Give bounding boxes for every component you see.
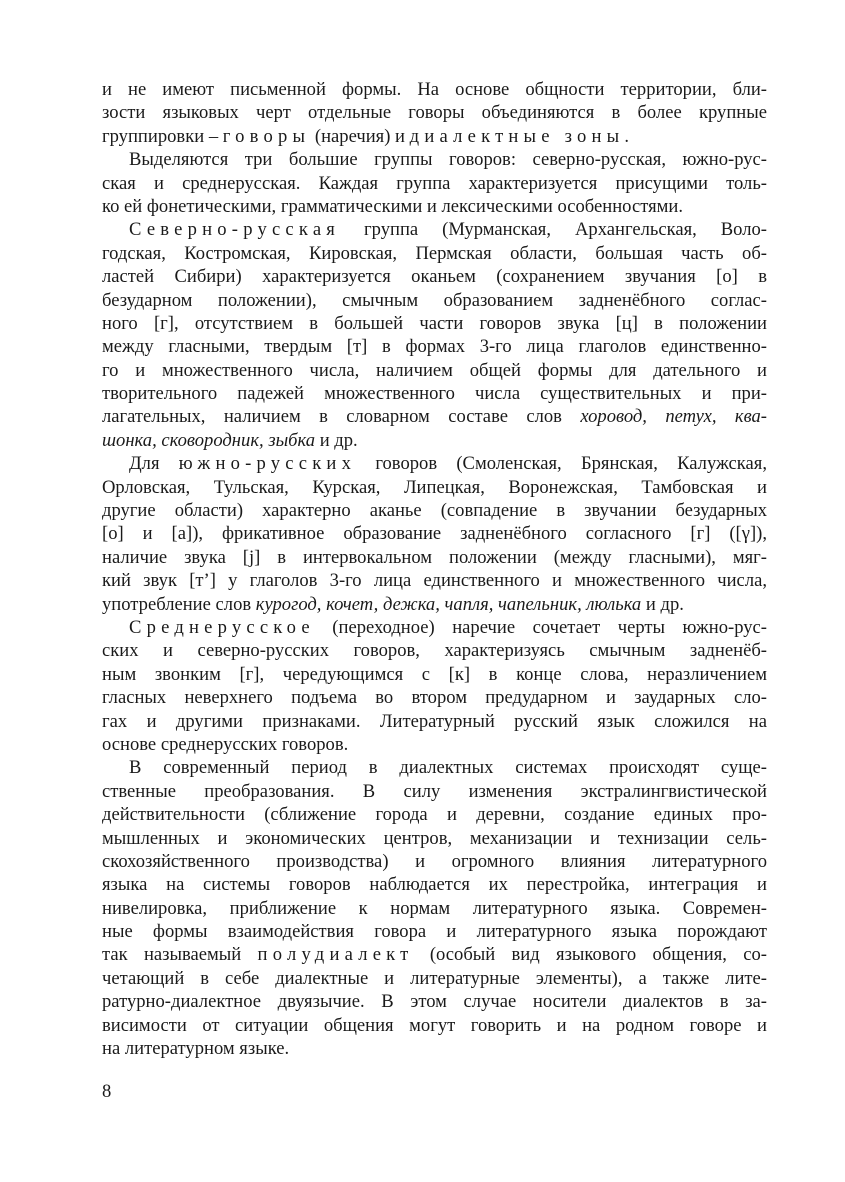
- text-line: другие области) характерно аканье (совпадение в звучании безударных: [102, 500, 767, 522]
- text-line: го и множественного числа, наличием общей формы для дательного и: [102, 359, 767, 381]
- spaced-term: диалектные зоны: [409, 125, 625, 147]
- text-line: ко ей фонетическими, грамматическими и лексическими особенностями.: [102, 195, 683, 217]
- text-line: ских и северно-русских говоров, характеризуясь смычным задненёб-: [102, 640, 767, 662]
- spaced-term: Северно-русская: [129, 219, 341, 241]
- text-line: четающий в себе диалектные и литературные элементы), а также лите-: [102, 967, 767, 989]
- text-line: ным звонким [г], чередующимся с [к] в конце слова, неразличением: [102, 663, 767, 685]
- text-line: нивелировка, приближение к нормам литературного языка. Современ-: [102, 897, 767, 919]
- text-line: кий звук [т’] у глаголов 3-го лица единственного и множественного числа,: [102, 570, 767, 592]
- spaced-term: полудиалект: [257, 944, 414, 966]
- text-line: между гласными, твердым [т] в формах 3-го лица глаголов единственно-: [102, 336, 767, 358]
- text-line: Среднерусское (переходное) наречие сочетает черты южно-рус-: [129, 616, 767, 638]
- text-line: языка на системы говоров наблюдается их перестройка, интеграция и: [102, 874, 767, 896]
- page-text: [102, 78, 767, 1060]
- text-line: ская и среднерусская. Каждая группа характеризуется присущими толь-: [102, 172, 767, 194]
- paragraph: [102, 756, 767, 1060]
- spaced-term: южно-русских: [178, 453, 357, 475]
- text-line: ного [г], отсутствием в большей части говоров звука [ц] в положении: [102, 312, 767, 334]
- text-line: лагательных, наличием в словарном составе слов хоровод, петух, ква-: [102, 406, 767, 428]
- text-line: так называемый полудиалект (особый вид языкового общения, со-: [102, 944, 767, 966]
- text-line: Северно-русская группа (Мурманская, Архангельская, Воло-: [129, 219, 767, 241]
- text-line: ственные преобразования. В силу изменения экстралингвистической: [102, 780, 767, 802]
- paragraph: [102, 148, 767, 218]
- page-number: 8: [102, 1081, 112, 1102]
- italic-example: хоровод, петух, ква-: [580, 406, 767, 428]
- text-line: Для южно-русских говоров (Смоленская, Брянская, Калужская,: [129, 453, 767, 475]
- text-line: В современный период в диалектных системах происходят суще-: [129, 757, 767, 779]
- text-line: зости языковых черт отдельные говоры объединяются в более крупные: [102, 102, 767, 124]
- text-line: мышленных и экономических центров, механизации и технизации сель-: [102, 827, 767, 849]
- text-line: употребление слов курогод, кочет, дежка, чапля, чапельник, люлька и др.: [102, 593, 684, 615]
- text-line: группировки – говоры (наречия) и диалектные зоны.: [102, 125, 630, 147]
- paragraph: [102, 616, 767, 756]
- text-line: висимости от ситуации общения могут говорить и на родном говоре и: [102, 1014, 767, 1036]
- text-line: гах и другими признаками. Литературный русский язык сложился на: [102, 710, 767, 732]
- spaced-term: Среднерусское: [129, 616, 315, 638]
- text-line: ластей Сибири) характеризуется оканьем (сохранением звучания [о] в: [102, 266, 767, 288]
- paragraph: [102, 218, 767, 452]
- paragraph: [102, 452, 767, 616]
- text-line: на литературном языке.: [102, 1038, 290, 1060]
- text-line: гласных неверхнего подъема во втором предударном и заударных сло-: [102, 687, 767, 709]
- text-line: годская, Костромская, Кировская, Пермская области, большая часть об-: [102, 242, 767, 264]
- text-line: [о] и [а]), фрикативное образование задненёбного согласного [г] ([γ]),: [102, 523, 767, 545]
- spaced-term: говоры: [222, 125, 311, 147]
- text-line: ные формы взаимодействия говора и литературного языка порождают: [102, 921, 767, 943]
- text-line: ратурно-диалектное двуязычие. В этом случае носители диалектов в за-: [102, 991, 767, 1013]
- text-line: и не имеют письменной формы. На основе общности территории, бли-: [102, 79, 767, 100]
- text-line: основе среднерусских говоров.: [102, 733, 349, 755]
- text-line: Выделяются три большие группы говоров: северно-русская, южно-рус-: [129, 149, 767, 171]
- text-line: действительности (сближение города и деревни, создание единых про-: [102, 804, 767, 826]
- paragraph: [102, 78, 767, 148]
- text-line: безударном положении), смычным образованием задненёбного соглас-: [102, 289, 767, 311]
- text-line: наличие звука [j] в интервокальном положении (между гласными), мяг-: [102, 546, 767, 568]
- text-line: скохозяйственного производства) и огромного влияния литературного: [102, 850, 767, 872]
- text-line: творительного падежей множественного числа существительных и при-: [102, 383, 767, 405]
- text-line: шонка, сковородник, зыбка и др.: [102, 429, 358, 451]
- italic-example: шонка, сковородник, зыбка: [102, 429, 316, 451]
- text-line: Орловская, Тульская, Курская, Липецкая, Воронежская, Тамбовская и: [102, 476, 767, 498]
- italic-example: курогод, кочет, дежка, чапля, чапельник, люлька: [255, 593, 642, 615]
